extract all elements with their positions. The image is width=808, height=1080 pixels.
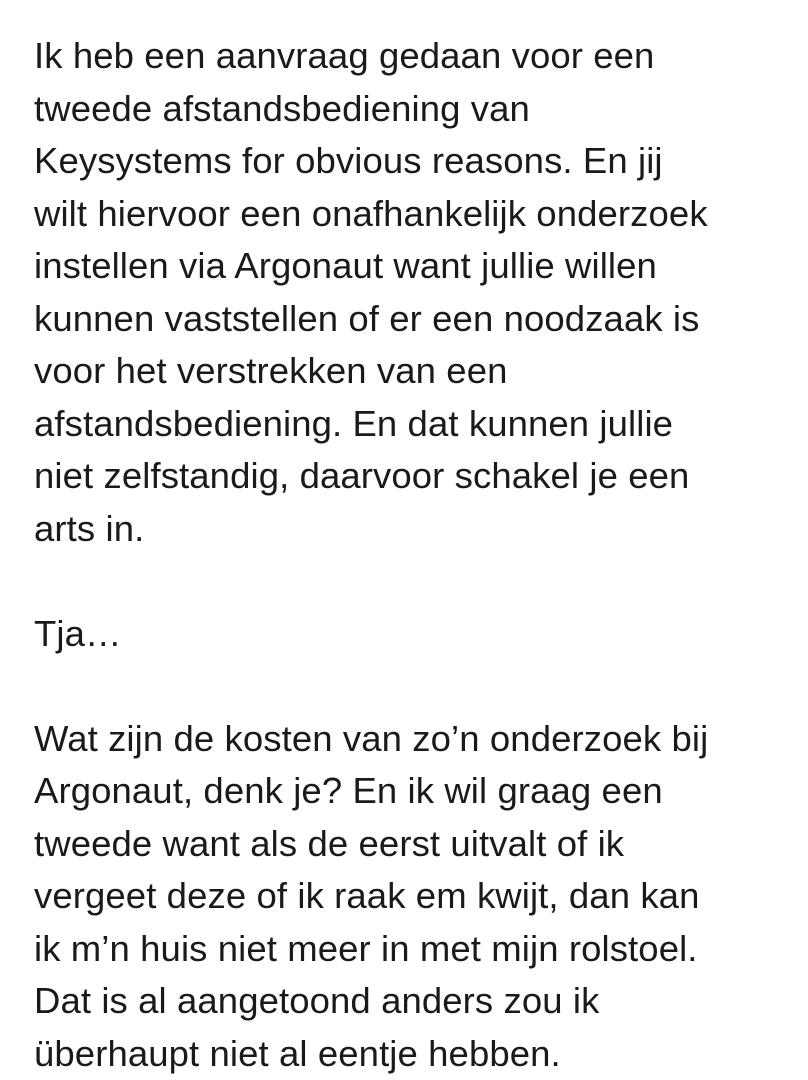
text-line: Tja… <box>34 608 788 661</box>
paragraph-request <box>34 30 788 555</box>
text-line: tweede want als de eerst uitvalt of ik <box>34 818 788 871</box>
text-line: überhaupt niet al eentje hebben. <box>34 1028 788 1080</box>
text-line: ik m’n huis niet meer in met mijn rolstoel. <box>34 923 788 976</box>
text-line: wilt hiervoor een onafhankelijk onderzoek <box>34 188 788 241</box>
text-line: Wat zijn de kosten van zo’n onderzoek bij <box>34 713 788 766</box>
text-line: Ik heb een aanvraag gedaan voor een <box>34 30 788 83</box>
paragraph-interjection <box>34 608 788 661</box>
paragraph-question <box>34 713 788 1080</box>
paragraph-gap <box>34 660 788 713</box>
paragraph-gap <box>34 555 788 608</box>
text-line: Argonaut, denk je? En ik wil graag een <box>34 765 788 818</box>
text-line: afstandsbediening. En dat kunnen jullie <box>34 398 788 451</box>
text-line: Dat is al aangetoond anders zou ik <box>34 975 788 1028</box>
text-line: Keysystems for obvious reasons. En jij <box>34 135 788 188</box>
text-line: kunnen vaststellen of er een noodzaak is <box>34 293 788 346</box>
text-line: niet zelfstandig, daarvoor schakel je een <box>34 450 788 503</box>
text-line: tweede afstandsbediening van <box>34 83 788 136</box>
text-line: vergeet deze of ik raak em kwijt, dan kan <box>34 870 788 923</box>
text-line: instellen via Argonaut want jullie willen <box>34 240 788 293</box>
text-line: voor het verstrekken van een <box>34 345 788 398</box>
text-line: arts in. <box>34 503 788 556</box>
